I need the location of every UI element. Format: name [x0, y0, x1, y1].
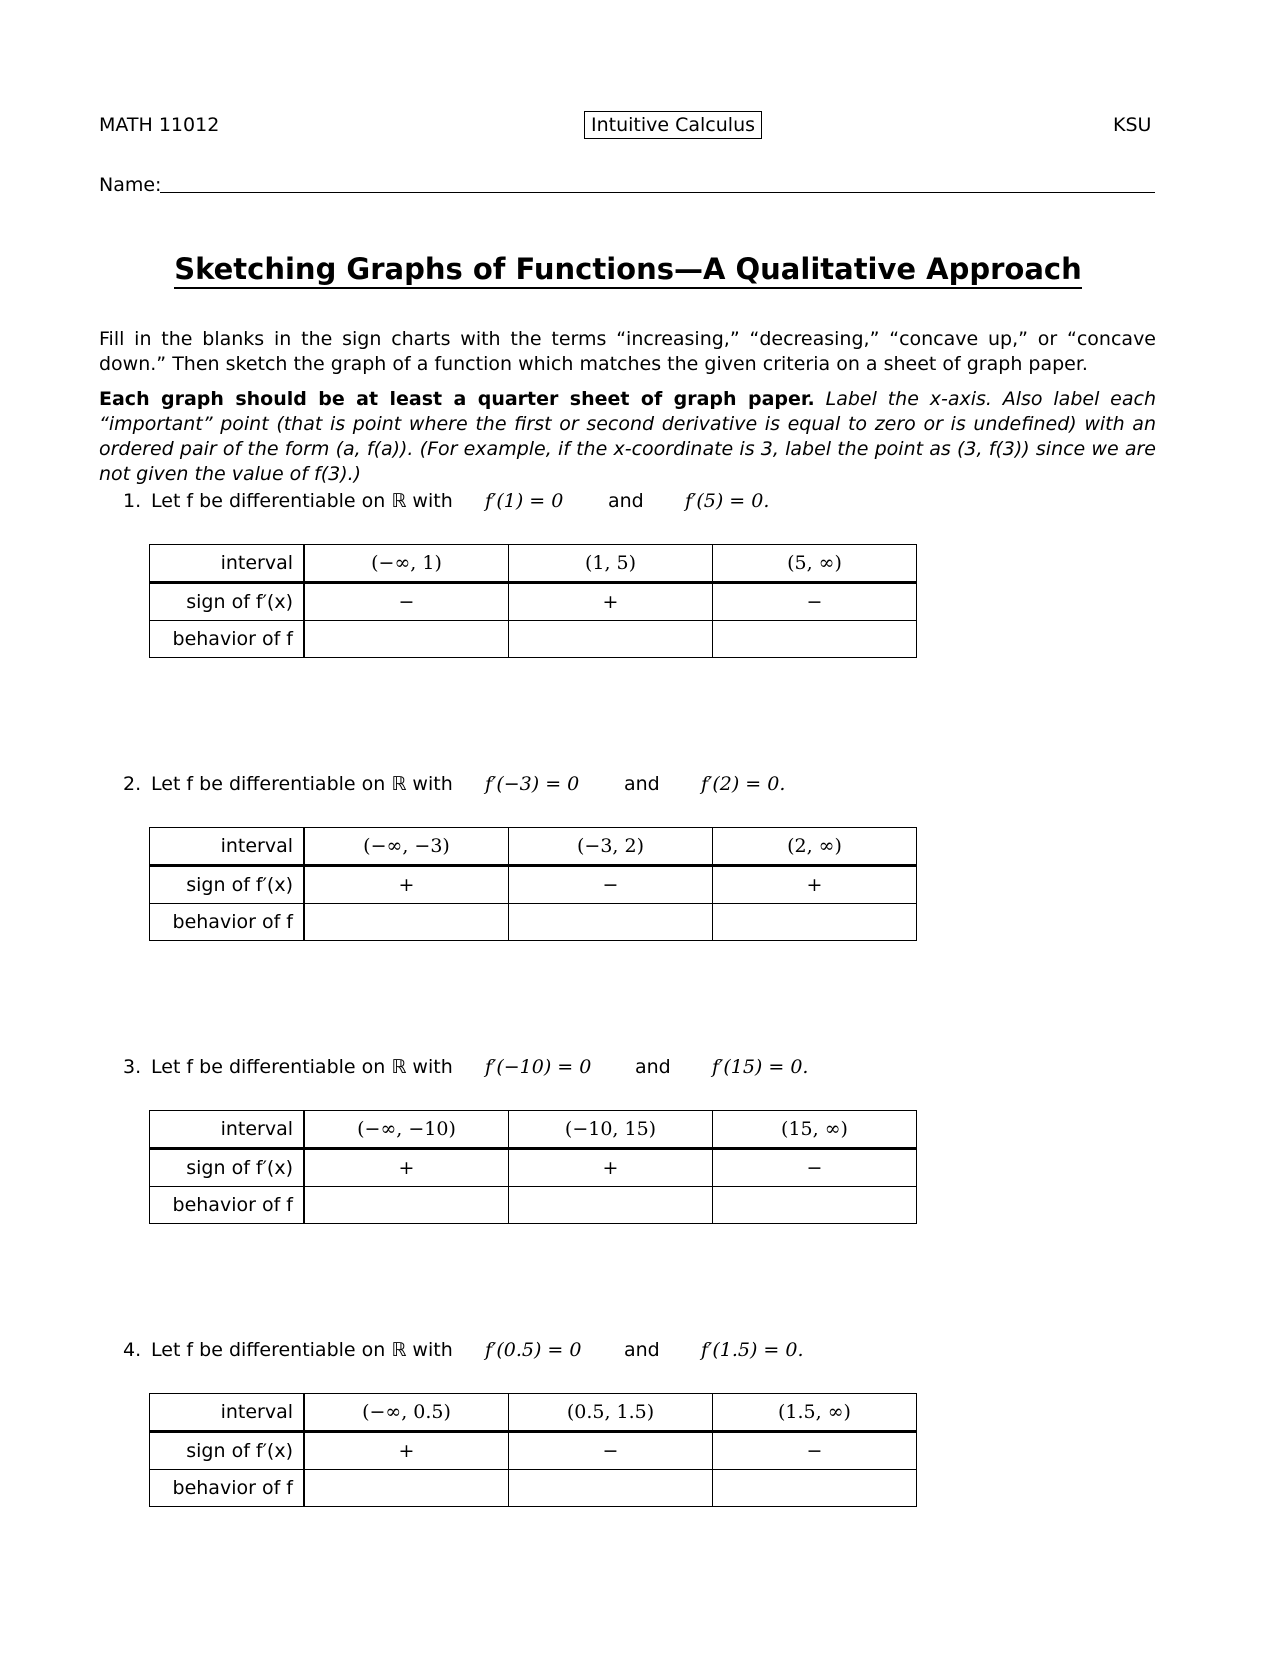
- interval-cell: (2, ∞): [713, 828, 917, 866]
- interval-row: [150, 828, 917, 866]
- behavior-blank-cell[interactable]: [713, 621, 917, 658]
- problem-3-sign-chart: [149, 1110, 917, 1224]
- sign-row: [150, 583, 917, 621]
- problem-1-statement: [123, 490, 1153, 520]
- problem-1-sign-chart: [149, 544, 917, 658]
- interval-row: [150, 545, 917, 583]
- instructions-bold-lead: Each graph should be at least a quarter sheet of graph paper.: [99, 388, 815, 410]
- behavior-blank-cell[interactable]: [304, 1470, 509, 1507]
- sign-row: [150, 1149, 917, 1187]
- interval-cell: (0.5, 1.5): [509, 1394, 713, 1432]
- sign-row-label: sign of f′(x): [150, 1432, 305, 1470]
- condition-2: f′(15) = 0.: [712, 1056, 809, 1078]
- sign-cell: +: [509, 583, 713, 621]
- sign-cell: −: [713, 1149, 917, 1187]
- behavior-row-label: behavior of f: [150, 1187, 305, 1224]
- interval-cell: (−∞, −10): [304, 1111, 509, 1149]
- sign-cell: −: [304, 583, 509, 621]
- sign-row-label: sign of f′(x): [150, 583, 305, 621]
- sign-cell: −: [713, 583, 917, 621]
- sign-row-label: sign of f′(x): [150, 866, 305, 904]
- sign-cell: +: [509, 1149, 713, 1187]
- interval-row: [150, 1111, 917, 1149]
- and-word: and: [635, 1056, 671, 1078]
- page-title: [0, 252, 1256, 286]
- problem-2-statement: [123, 773, 1153, 803]
- interval-row-label: interval: [150, 1394, 305, 1432]
- course-code: MATH 11012: [99, 114, 220, 136]
- condition-1: f′(0.5) = 0: [485, 1339, 582, 1361]
- and-word: and: [608, 490, 644, 512]
- behavior-blank-cell[interactable]: [713, 1470, 917, 1507]
- sign-cell: +: [304, 1432, 509, 1470]
- behavior-blank-cell[interactable]: [509, 904, 713, 941]
- sign-row-label: sign of f′(x): [150, 1149, 305, 1187]
- interval-cell: (−∞, 1): [304, 545, 509, 583]
- problem-text: Let f be differentiable on ℝ with: [151, 773, 453, 795]
- interval-cell: (−∞, −3): [304, 828, 509, 866]
- sign-row: [150, 866, 917, 904]
- problem-3-statement: [123, 1056, 1153, 1086]
- problem-text: Let f be differentiable on ℝ with: [151, 490, 453, 512]
- page-title-text: Sketching Graphs of Functions—A Qualitative Approach: [174, 252, 1082, 289]
- behavior-row: [150, 1187, 917, 1224]
- sign-cell: +: [304, 1149, 509, 1187]
- interval-cell: (−3, 2): [509, 828, 713, 866]
- problem-text: Let f be differentiable on ℝ with: [151, 1056, 453, 1078]
- name-label: Name:: [99, 174, 162, 196]
- condition-2: f′(1.5) = 0.: [701, 1339, 804, 1361]
- sign-cell: +: [304, 866, 509, 904]
- interval-cell: (5, ∞): [713, 545, 917, 583]
- interval-cell: (15, ∞): [713, 1111, 917, 1149]
- behavior-blank-cell[interactable]: [304, 1187, 509, 1224]
- instructions-paragraph-2: [99, 387, 1156, 487]
- and-word: and: [624, 1339, 660, 1361]
- course-title-box: Intuitive Calculus: [584, 111, 762, 139]
- problem-number: 2.: [123, 773, 142, 795]
- behavior-row: [150, 904, 917, 941]
- interval-row-label: interval: [150, 828, 305, 866]
- condition-1: f′(1) = 0: [485, 490, 564, 512]
- interval-row-label: interval: [150, 545, 305, 583]
- problem-text: Let f be differentiable on ℝ with: [151, 1339, 453, 1361]
- problem-4-statement: [123, 1339, 1153, 1369]
- school-name: KSU: [1113, 114, 1152, 136]
- behavior-row-label: behavior of f: [150, 621, 305, 658]
- condition-1: f′(−10) = 0: [485, 1056, 592, 1078]
- interval-cell: (−∞, 0.5): [304, 1394, 509, 1432]
- behavior-blank-cell[interactable]: [509, 1470, 713, 1507]
- sign-cell: −: [713, 1432, 917, 1470]
- sign-row: [150, 1432, 917, 1470]
- instructions-paragraph-1: Fill in the blanks in the sign charts with the terms “increasing,” “decreasing,” “concave up,” or “concave down.” Then sketch the graph of a function which matches the given criteria on a sheet of graph paper.: [99, 328, 1156, 375]
- behavior-blank-cell[interactable]: [304, 904, 509, 941]
- behavior-blank-cell[interactable]: [509, 1187, 713, 1224]
- behavior-blank-cell[interactable]: [304, 621, 509, 658]
- interval-cell: (−10, 15): [509, 1111, 713, 1149]
- behavior-row: [150, 1470, 917, 1507]
- behavior-row-label: behavior of f: [150, 1470, 305, 1507]
- interval-cell: (1, 5): [509, 545, 713, 583]
- behavior-row-label: behavior of f: [150, 904, 305, 941]
- problem-2-sign-chart: [149, 827, 917, 941]
- problem-number: 3.: [123, 1056, 142, 1078]
- sign-cell: −: [509, 866, 713, 904]
- and-word: and: [624, 773, 660, 795]
- behavior-blank-cell[interactable]: [713, 1187, 917, 1224]
- name-blank-line[interactable]: [160, 192, 1155, 193]
- condition-2: f′(2) = 0.: [701, 773, 786, 795]
- sign-cell: −: [509, 1432, 713, 1470]
- sign-cell: +: [713, 866, 917, 904]
- problem-number: 4.: [123, 1339, 142, 1361]
- condition-1: f′(−3) = 0: [485, 773, 580, 795]
- interval-cell: (1.5, ∞): [713, 1394, 917, 1432]
- behavior-blank-cell[interactable]: [509, 621, 713, 658]
- instructions-italic-text: Label the x-axis. Also label each “important” point (that is point where the first or second derivative is equal to zero or is undefined) with an ordered pair of the form (a, f(a)). (For example, if the x-coordinate is 3, label the point as (3, f(3)) since we are not given the value of f(3).): [99, 388, 1157, 485]
- problem-4-sign-chart: [149, 1393, 917, 1507]
- behavior-blank-cell[interactable]: [713, 904, 917, 941]
- interval-row: [150, 1394, 917, 1432]
- problem-number: 1.: [123, 490, 142, 512]
- interval-row-label: interval: [150, 1111, 305, 1149]
- condition-2: f′(5) = 0.: [685, 490, 770, 512]
- behavior-row: [150, 621, 917, 658]
